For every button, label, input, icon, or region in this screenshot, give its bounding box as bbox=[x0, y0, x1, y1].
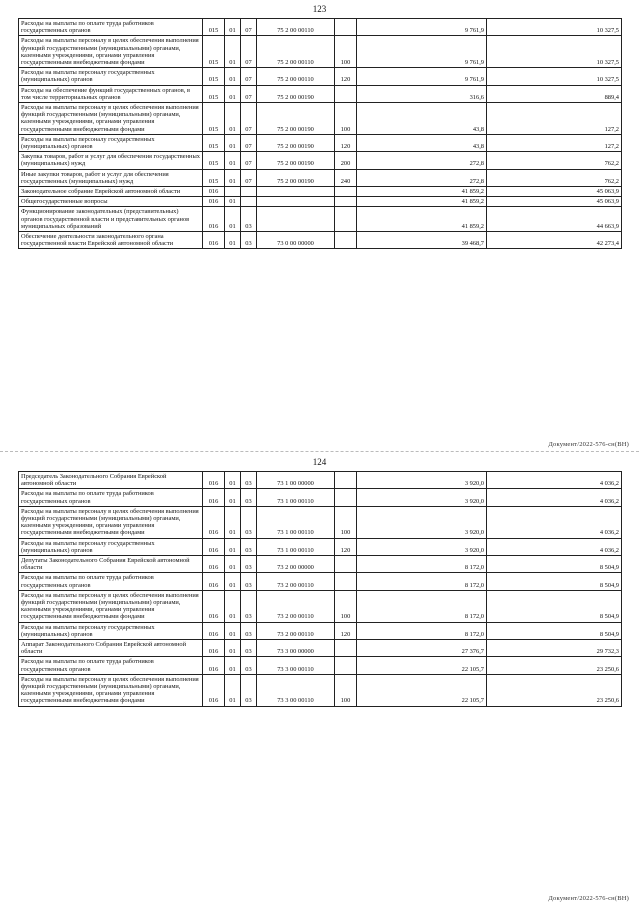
table-row bbox=[19, 197, 622, 207]
code-subsection: 03 bbox=[241, 657, 257, 674]
code-subsection: 03 bbox=[241, 207, 257, 232]
code-target-article bbox=[257, 187, 335, 197]
row-description: Расходы на выплаты персоналу в целях обеспечения выполнения функций государственными (муниципальными) органами, казенными учреждениями, органами управления государственными внебюджетными фондами bbox=[19, 36, 203, 68]
table-row bbox=[19, 657, 622, 674]
table-row bbox=[19, 134, 622, 151]
code-subsection bbox=[241, 197, 257, 207]
code-target-article: 73 1 00 00110 bbox=[257, 489, 335, 506]
code-department: 015 bbox=[203, 152, 225, 169]
code-section: 01 bbox=[225, 622, 241, 639]
code-section: 01 bbox=[225, 85, 241, 102]
code-department: 016 bbox=[203, 573, 225, 590]
row-description: Расходы на выплаты по оплате труда работников государственных органов bbox=[19, 657, 203, 674]
table-row bbox=[19, 68, 622, 85]
amount-year-1: 8 172,0 bbox=[357, 556, 487, 573]
table-row bbox=[19, 36, 622, 68]
row-description: Общегосударственные вопросы bbox=[19, 197, 203, 207]
amount-year-1: 43,8 bbox=[357, 103, 487, 135]
table-row bbox=[19, 640, 622, 657]
row-description: Расходы на обеспечение функций государственных органов, в том числе территориальных органов bbox=[19, 85, 203, 102]
code-department: 016 bbox=[203, 506, 225, 538]
table-row bbox=[19, 232, 622, 249]
code-section: 01 bbox=[225, 538, 241, 555]
amount-year-1: 9 761,9 bbox=[357, 19, 487, 36]
code-department: 016 bbox=[203, 556, 225, 573]
amount-year-1: 3 920,0 bbox=[357, 489, 487, 506]
code-subsection: 03 bbox=[241, 506, 257, 538]
table-row bbox=[19, 169, 622, 186]
code-target-article: 75 2 00 00110 bbox=[257, 68, 335, 85]
code-subsection: 03 bbox=[241, 556, 257, 573]
row-description: Расходы на выплаты персоналу в целях обеспечения выполнения функций государственными (муниципальными) органами, казенными учреждениями, органами управления государственными внебюджетными фондами bbox=[19, 506, 203, 538]
code-target-article: 73 0 00 00000 bbox=[257, 232, 335, 249]
row-description: Расходы на выплаты персоналу государственных (муниципальных) органов bbox=[19, 68, 203, 85]
code-expense-type: 200 bbox=[335, 152, 357, 169]
code-target-article: 73 3 00 00000 bbox=[257, 640, 335, 657]
table-row bbox=[19, 472, 622, 489]
code-section: 01 bbox=[225, 103, 241, 135]
code-expense-type bbox=[335, 197, 357, 207]
row-description: Председатель Законодательного Собрания Еврейской автономной области bbox=[19, 472, 203, 489]
code-subsection: 07 bbox=[241, 68, 257, 85]
code-subsection: 07 bbox=[241, 36, 257, 68]
row-description: Функционирование законодательных (представительных) органов государственной власти и представительных органов муниципальных образований bbox=[19, 207, 203, 232]
table-row bbox=[19, 622, 622, 639]
code-section: 01 bbox=[225, 640, 241, 657]
code-section: 01 bbox=[225, 152, 241, 169]
code-section: 01 bbox=[225, 506, 241, 538]
code-section: 01 bbox=[225, 19, 241, 36]
row-description: Законодательное собрание Еврейской автономной области bbox=[19, 187, 203, 197]
code-target-article: 73 1 00 00110 bbox=[257, 538, 335, 555]
code-subsection: 03 bbox=[241, 538, 257, 555]
amount-year-2: 10 327,5 bbox=[487, 36, 622, 68]
amount-year-2: 762,2 bbox=[487, 152, 622, 169]
code-department: 015 bbox=[203, 36, 225, 68]
code-department: 016 bbox=[203, 622, 225, 639]
code-subsection: 07 bbox=[241, 85, 257, 102]
table-row bbox=[19, 207, 622, 232]
table-row bbox=[19, 674, 622, 706]
budget-table bbox=[18, 471, 622, 707]
code-expense-type: 100 bbox=[335, 506, 357, 538]
budget-table-body bbox=[19, 472, 622, 707]
page-number: 123 bbox=[312, 4, 327, 14]
code-expense-type: 100 bbox=[335, 36, 357, 68]
code-subsection: 03 bbox=[241, 573, 257, 590]
document-code: Документ/2022-576-сн(ВН) bbox=[548, 441, 629, 448]
code-target-article: 75 2 00 00190 bbox=[257, 152, 335, 169]
row-description: Расходы на выплаты по оплате труда работников государственных органов bbox=[19, 573, 203, 590]
row-description: Депутаты Законодательного Собрания Еврейской автономной области bbox=[19, 556, 203, 573]
code-section: 01 bbox=[225, 674, 241, 706]
code-expense-type: 100 bbox=[335, 674, 357, 706]
amount-year-2: 10 327,5 bbox=[487, 19, 622, 36]
code-section bbox=[225, 187, 241, 197]
table-row bbox=[19, 573, 622, 590]
code-target-article: 73 3 00 00110 bbox=[257, 674, 335, 706]
code-expense-type: 240 bbox=[335, 169, 357, 186]
code-expense-type: 100 bbox=[335, 103, 357, 135]
row-description: Обеспечение деятельности законодательного органа государственной власти Еврейской автономной области bbox=[19, 232, 203, 249]
code-subsection: 07 bbox=[241, 134, 257, 151]
row-description: Расходы на выплаты персоналу в целях обеспечения выполнения функций государственными (муниципальными) органами, казенными учреждениями, органами управления государственными внебюджетными фондами bbox=[19, 674, 203, 706]
code-target-article: 75 2 00 00190 bbox=[257, 169, 335, 186]
code-subsection: 03 bbox=[241, 489, 257, 506]
amount-year-1: 22 105,7 bbox=[357, 657, 487, 674]
amount-year-1: 8 172,0 bbox=[357, 590, 487, 622]
code-expense-type bbox=[335, 489, 357, 506]
amount-year-1: 27 376,7 bbox=[357, 640, 487, 657]
code-subsection: 07 bbox=[241, 169, 257, 186]
code-expense-type bbox=[335, 573, 357, 590]
amount-year-1: 8 172,0 bbox=[357, 622, 487, 639]
amount-year-2: 762,2 bbox=[487, 169, 622, 186]
amount-year-1: 9 761,9 bbox=[357, 36, 487, 68]
code-expense-type bbox=[335, 19, 357, 36]
code-subsection bbox=[241, 187, 257, 197]
code-section: 01 bbox=[225, 207, 241, 232]
code-subsection: 07 bbox=[241, 19, 257, 36]
code-target-article: 75 2 00 00110 bbox=[257, 36, 335, 68]
code-expense-type bbox=[335, 556, 357, 573]
amount-year-2: 4 036,2 bbox=[487, 489, 622, 506]
code-expense-type bbox=[335, 187, 357, 197]
amount-year-1: 272,8 bbox=[357, 169, 487, 186]
code-target-article: 73 2 00 00110 bbox=[257, 573, 335, 590]
code-department: 016 bbox=[203, 187, 225, 197]
code-department: 015 bbox=[203, 85, 225, 102]
amount-year-2: 8 504,9 bbox=[487, 573, 622, 590]
amount-year-2: 889,4 bbox=[487, 85, 622, 102]
table-row bbox=[19, 85, 622, 102]
code-subsection: 03 bbox=[241, 590, 257, 622]
code-target-article: 75 2 00 00190 bbox=[257, 134, 335, 151]
code-section: 01 bbox=[225, 657, 241, 674]
document-code: Документ/2022-576-сн(ВН) bbox=[548, 895, 629, 902]
code-expense-type: 120 bbox=[335, 68, 357, 85]
code-target-article: 73 1 00 00000 bbox=[257, 472, 335, 489]
code-section: 01 bbox=[225, 489, 241, 506]
code-target-article: 73 3 00 00110 bbox=[257, 657, 335, 674]
amount-year-2: 4 036,2 bbox=[487, 472, 622, 489]
table-row bbox=[19, 538, 622, 555]
table-row bbox=[19, 187, 622, 197]
code-section: 01 bbox=[225, 590, 241, 622]
amount-year-1: 41 859,2 bbox=[357, 197, 487, 207]
amount-year-2: 23 250,6 bbox=[487, 674, 622, 706]
code-target-article: 73 1 00 00110 bbox=[257, 506, 335, 538]
code-department: 016 bbox=[203, 232, 225, 249]
code-department: 016 bbox=[203, 657, 225, 674]
code-section: 01 bbox=[225, 573, 241, 590]
code-section: 01 bbox=[225, 36, 241, 68]
code-department: 016 bbox=[203, 538, 225, 555]
amount-year-2: 8 504,9 bbox=[487, 556, 622, 573]
code-section: 01 bbox=[225, 472, 241, 489]
amount-year-2: 127,2 bbox=[487, 103, 622, 135]
amount-year-2: 127,2 bbox=[487, 134, 622, 151]
amount-year-1: 316,6 bbox=[357, 85, 487, 102]
row-description: Иные закупки товаров, работ и услуг для обеспечения государственных (муниципальных) нужд bbox=[19, 169, 203, 186]
amount-year-2: 45 063,9 bbox=[487, 187, 622, 197]
code-department: 016 bbox=[203, 590, 225, 622]
code-target-article: 75 2 00 00110 bbox=[257, 19, 335, 36]
table-row bbox=[19, 152, 622, 169]
code-department: 016 bbox=[203, 207, 225, 232]
code-subsection: 07 bbox=[241, 103, 257, 135]
code-section: 01 bbox=[225, 68, 241, 85]
code-expense-type bbox=[335, 640, 357, 657]
row-description: Аппарат Законодательного Собрания Еврейской автономной области bbox=[19, 640, 203, 657]
code-department: 016 bbox=[203, 472, 225, 489]
amount-year-1: 41 859,2 bbox=[357, 207, 487, 232]
row-description: Расходы на выплаты персоналу государственных (муниципальных) органов bbox=[19, 622, 203, 639]
code-expense-type: 100 bbox=[335, 590, 357, 622]
code-expense-type: 120 bbox=[335, 538, 357, 555]
row-description: Расходы на выплаты персоналу в целях обеспечения выполнения функций государственными (муниципальными) органами, казенными учреждениями, органами управления государственными внебюджетными фондами bbox=[19, 103, 203, 135]
amount-year-1: 9 761,9 bbox=[357, 68, 487, 85]
code-department: 016 bbox=[203, 674, 225, 706]
table-row bbox=[19, 556, 622, 573]
code-subsection: 03 bbox=[241, 232, 257, 249]
code-target-article: 73 2 00 00110 bbox=[257, 622, 335, 639]
amount-year-1: 43,8 bbox=[357, 134, 487, 151]
code-target-article bbox=[257, 197, 335, 207]
code-department: 015 bbox=[203, 169, 225, 186]
row-description: Закупка товаров, работ и услуг для обеспечения государственных (муниципальных) нужд bbox=[19, 152, 203, 169]
code-target-article: 73 2 00 00000 bbox=[257, 556, 335, 573]
amount-year-2: 4 036,2 bbox=[487, 506, 622, 538]
amount-year-2: 29 732,3 bbox=[487, 640, 622, 657]
table-row bbox=[19, 103, 622, 135]
amount-year-1: 8 172,0 bbox=[357, 573, 487, 590]
code-subsection: 03 bbox=[241, 640, 257, 657]
code-expense-type bbox=[335, 657, 357, 674]
amount-year-2: 44 663,9 bbox=[487, 207, 622, 232]
amount-year-2: 10 327,5 bbox=[487, 68, 622, 85]
row-description: Расходы на выплаты персоналу государственных (муниципальных) органов bbox=[19, 538, 203, 555]
code-target-article: 75 2 00 00190 bbox=[257, 85, 335, 102]
code-section: 01 bbox=[225, 197, 241, 207]
row-description: Расходы на выплаты по оплате труда работников государственных органов bbox=[19, 489, 203, 506]
code-section: 01 bbox=[225, 169, 241, 186]
code-expense-type bbox=[335, 472, 357, 489]
table-row bbox=[19, 590, 622, 622]
table-row bbox=[19, 489, 622, 506]
code-expense-type bbox=[335, 232, 357, 249]
budget-table bbox=[18, 18, 622, 249]
amount-year-1: 39 468,7 bbox=[357, 232, 487, 249]
amount-year-1: 3 920,0 bbox=[357, 538, 487, 555]
amount-year-2: 4 036,2 bbox=[487, 538, 622, 555]
code-department: 016 bbox=[203, 489, 225, 506]
code-target-article: 73 2 00 00110 bbox=[257, 590, 335, 622]
code-target-article bbox=[257, 207, 335, 232]
code-section: 01 bbox=[225, 556, 241, 573]
table-row bbox=[19, 506, 622, 538]
amount-year-1: 3 920,0 bbox=[357, 506, 487, 538]
row-description: Расходы на выплаты по оплате труда работников государственных органов bbox=[19, 19, 203, 36]
code-expense-type: 120 bbox=[335, 622, 357, 639]
amount-year-2: 42 273,4 bbox=[487, 232, 622, 249]
code-department: 015 bbox=[203, 19, 225, 36]
code-subsection: 03 bbox=[241, 674, 257, 706]
amount-year-2: 45 063,9 bbox=[487, 197, 622, 207]
amount-year-2: 8 504,9 bbox=[487, 622, 622, 639]
code-department: 016 bbox=[203, 197, 225, 207]
budget-table-body bbox=[19, 19, 622, 249]
document-page-123 bbox=[0, 0, 639, 452]
code-subsection: 07 bbox=[241, 152, 257, 169]
code-department: 015 bbox=[203, 103, 225, 135]
code-department: 015 bbox=[203, 134, 225, 151]
amount-year-1: 41 859,2 bbox=[357, 187, 487, 197]
row-description: Расходы на выплаты персоналу государственных (муниципальных) органов bbox=[19, 134, 203, 151]
code-section: 01 bbox=[225, 134, 241, 151]
code-department: 016 bbox=[203, 640, 225, 657]
code-department: 015 bbox=[203, 68, 225, 85]
code-subsection: 03 bbox=[241, 622, 257, 639]
row-description: Расходы на выплаты персоналу в целях обеспечения выполнения функций государственными (муниципальными) органами, казенными учреждениями, органами управления государственными внебюджетными фондами bbox=[19, 590, 203, 622]
code-subsection: 03 bbox=[241, 472, 257, 489]
code-expense-type bbox=[335, 85, 357, 102]
amount-year-1: 3 920,0 bbox=[357, 472, 487, 489]
amount-year-2: 23 250,6 bbox=[487, 657, 622, 674]
table-row bbox=[19, 19, 622, 36]
amount-year-1: 22 105,7 bbox=[357, 674, 487, 706]
document-page-124 bbox=[0, 453, 639, 905]
amount-year-2: 8 504,9 bbox=[487, 590, 622, 622]
code-section: 01 bbox=[225, 232, 241, 249]
code-expense-type bbox=[335, 207, 357, 232]
amount-year-1: 272,8 bbox=[357, 152, 487, 169]
code-expense-type: 120 bbox=[335, 134, 357, 151]
page-number: 124 bbox=[312, 457, 327, 467]
code-target-article: 75 2 00 00190 bbox=[257, 103, 335, 135]
